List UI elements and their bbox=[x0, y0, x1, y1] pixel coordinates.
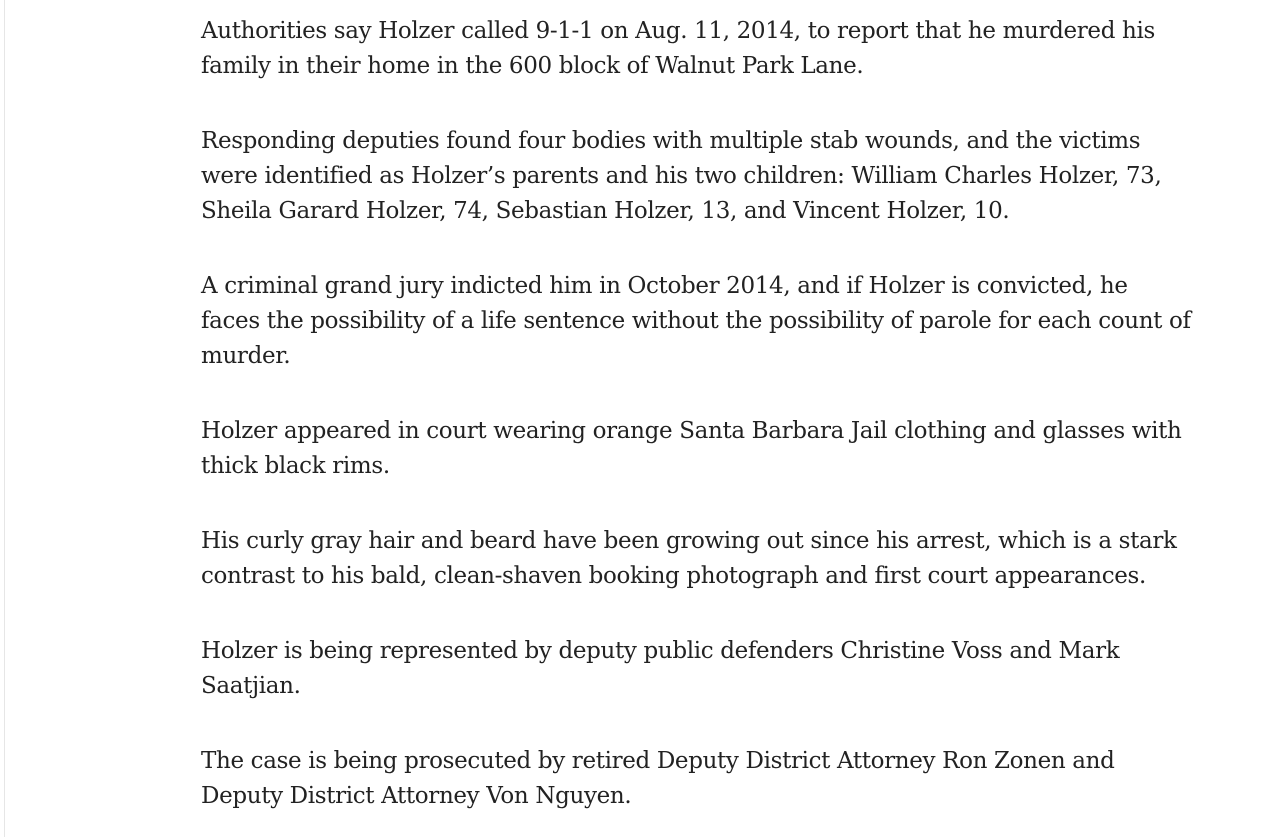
paragraph-defense: Holzer is being represented by deputy public defenders Christine Voss and Mark Saatjian. bbox=[201, 638, 1120, 699]
paragraph-appearance-change: His curly gray hair and beard have been growing out since his arrest, which is a stark contrast to his bald, clean-shaven booking photograph and first court appearances. bbox=[201, 528, 1177, 589]
paragraph-court-appearance: Holzer appeared in court wearing orange Santa Barbara Jail clothing and glasses with thick black rims. bbox=[201, 418, 1182, 479]
article-body bbox=[201, 14, 1191, 837]
paragraph-indictment: A criminal grand jury indicted him in October 2014, and if Holzer is convicted, he faces the possibility of a life sentence without the possibility of parole for each count of murder. bbox=[201, 273, 1191, 369]
paragraph-prosecution: The case is being prosecuted by retired Deputy District Attorney Ron Zonen and Deputy District Attorney Von Nguyen. bbox=[201, 748, 1115, 809]
paragraph-911-call: Authorities say Holzer called 9-1-1 on Aug. 11, 2014, to report that he murdered his family in their home in the 600 block of Walnut Park Lane. bbox=[201, 18, 1155, 79]
left-divider bbox=[4, 0, 5, 837]
paragraph-victims: Responding deputies found four bodies with multiple stab wounds, and the victims were identified as Holzer’s parents and his two children: William Charles Holzer, 73, Sheila Garard Holzer, 74, Sebastian Holzer, 13, and Vincent Holzer, 10. bbox=[201, 128, 1162, 224]
